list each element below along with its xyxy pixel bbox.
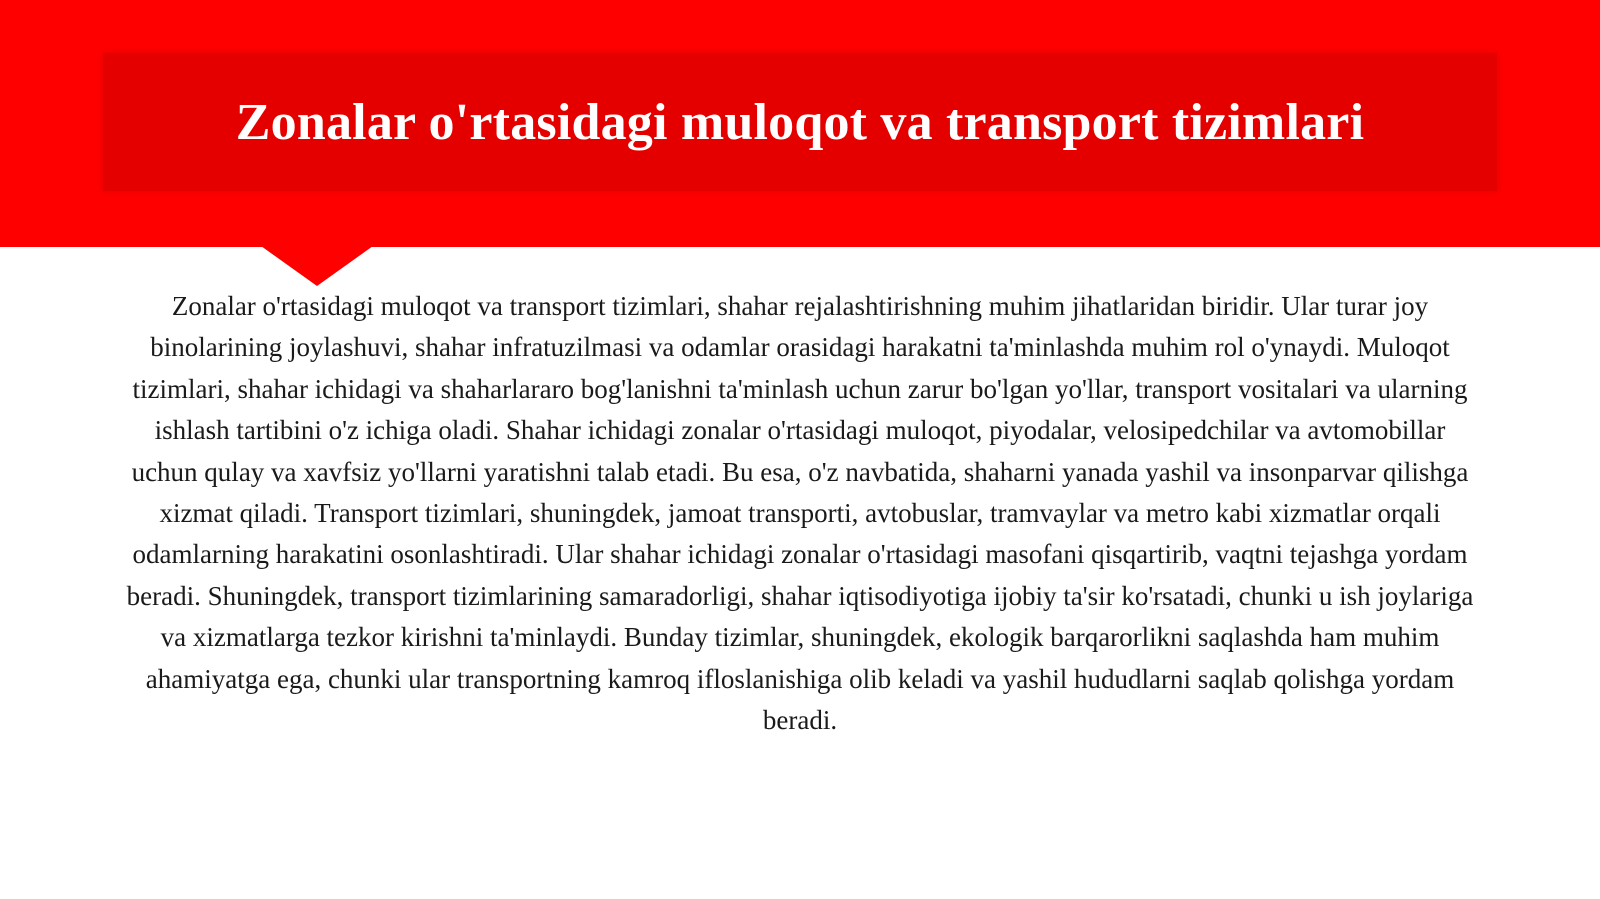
slide-body-text: Zonalar o'rtasidagi muloqot va transport tizimlari, shahar rejalashtirishning muhim jihatlaridan biridir. Ular turar joy binolarining joylashuvi, shahar infratuzilmasi va odamlar orasidagi harakatni ta'minlashda muhim rol o'ynaydi. Muloqot tizimlari, shahar ichidagi va shaharlararo bog'lanishni ta'minlash uchun zarur bo'lgan yo'llar, transport vositalari va ularning ishlash tartibini o'z ichiga oladi. Shahar ichidagi zonalar o'rtasidagi muloqot, piyodalar, velosipedchilar va avtomobillar uchun qulay va xavfsiz yo'llarni yaratishni talab etadi. Bu esa, o'z navbatida, shaharni yanada yashil va insonparvar qilishga xizmat qiladi. Transport tizimlari, shuningdek, jamoat transporti, avtobuslar, tramvaylar va metro kabi xizmatlar orqali odamlarning harakatini osonlashtiradi. Ular shahar ichidagi zonalar o'rtasidagi masofani qisqartirib, vaqtni tejashga yordam beradi. Shuningdek, transport tizimlarining samaradorligi, shahar iqtisodiyotiga ijobiy ta'sir ko'rsatadi, chunki u ish joylariga va xizmatlarga tezkor kirishni ta'minlaydi. Bunday tizimlar, shuningdek, ekologik barqarorlikni saqlashda ham muhim ahamiyatga ega, chunki ular transportning kamroq ifloslanishiga olib keladi va yashil hududlarni saqlab qolishga yordam beradi. [126,291,1474,736]
title-box [103,53,1497,191]
slide-title: Zonalar o'rtasidagi muloqot va transport tizimlari [235,93,1365,151]
header-pointer [261,246,373,286]
